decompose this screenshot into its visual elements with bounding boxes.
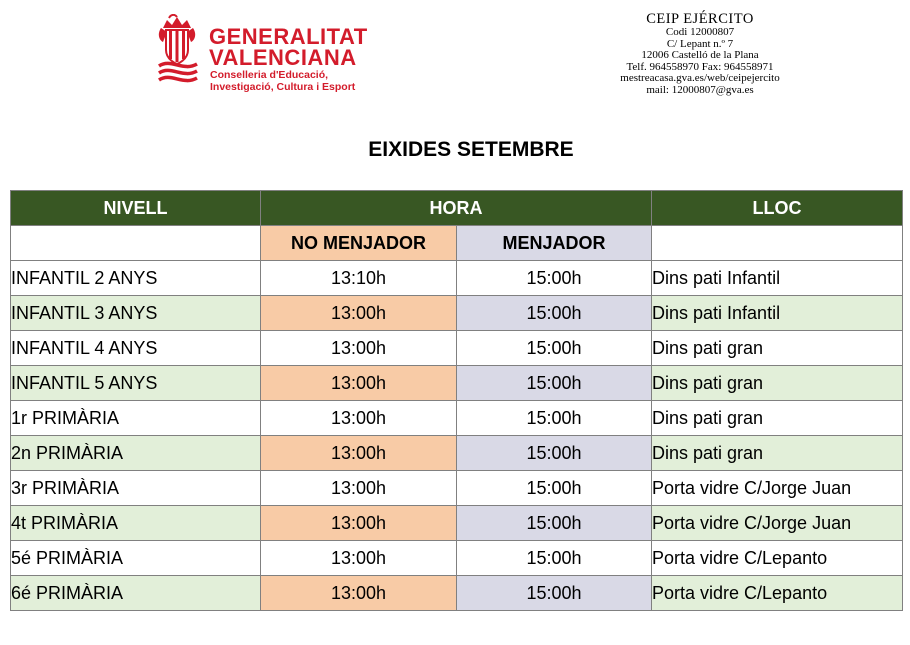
- school-info: [580, 11, 820, 96]
- cell-menjador: 15:00h: [457, 576, 652, 611]
- school-name: CEIP EJÉRCITO: [646, 11, 754, 27]
- cell-no-menjador: 13:00h: [261, 541, 457, 576]
- cell-place: Dins pati Infantil: [652, 296, 903, 331]
- table-header-row: [11, 191, 903, 226]
- cell-menjador: 15:00h: [457, 436, 652, 471]
- header-time: HORA: [261, 191, 652, 226]
- cell-place: Dins pati gran: [652, 331, 903, 366]
- cell-menjador: 15:00h: [457, 366, 652, 401]
- cell-level: INFANTIL 4 ANYS: [11, 331, 261, 366]
- table-row: [11, 261, 903, 296]
- subheader-menjador: MENJADOR: [457, 226, 652, 261]
- table-row: [11, 541, 903, 576]
- header-place: LLOC: [652, 191, 903, 226]
- cell-level: 6é PRIMÀRIA: [11, 576, 261, 611]
- cell-no-menjador: 13:00h: [261, 296, 457, 331]
- table-row: [11, 331, 903, 366]
- coat-of-arms-icon: [157, 14, 203, 84]
- page-title: EIXIDES SETEMBRE: [368, 138, 574, 161]
- table-row: [11, 296, 903, 331]
- cell-no-menjador: 13:00h: [261, 331, 457, 366]
- cell-no-menjador: 13:00h: [261, 436, 457, 471]
- logo-line-1: GENERALITAT: [209, 24, 368, 49]
- table-row: [11, 436, 903, 471]
- table-row: [11, 366, 903, 401]
- cell-place: Porta vidre C/Lepanto: [652, 576, 903, 611]
- cell-menjador: 15:00h: [457, 296, 652, 331]
- cell-no-menjador: 13:00h: [261, 471, 457, 506]
- logo-subtitle: [210, 69, 355, 93]
- school-street: C/ Lepant n.º 7: [666, 37, 734, 50]
- cell-menjador: 15:00h: [457, 471, 652, 506]
- cell-place: Porta vidre C/Jorge Juan: [652, 506, 903, 541]
- cell-level: INFANTIL 2 ANYS: [11, 261, 261, 296]
- cell-menjador: 15:00h: [457, 331, 652, 366]
- school-web: mestreacasa.gva.es/web/ceipejercito: [620, 72, 780, 84]
- cell-level: INFANTIL 3 ANYS: [11, 296, 261, 331]
- generalitat-logo: [157, 14, 417, 94]
- cell-no-menjador: 13:00h: [261, 576, 457, 611]
- school-city: 12006 Castelló de la Plana: [641, 49, 759, 61]
- cell-no-menjador: 13:10h: [261, 261, 457, 296]
- cell-place: Dins pati gran: [652, 366, 903, 401]
- cell-place: Porta vidre C/Jorge Juan: [652, 471, 903, 506]
- cell-menjador: 15:00h: [457, 401, 652, 436]
- subheader-blank-place: [652, 226, 903, 261]
- cell-no-menjador: 13:00h: [261, 506, 457, 541]
- cell-level: 4t PRIMÀRIA: [11, 506, 261, 541]
- school-mail: mail: 12000807@gva.es: [646, 83, 754, 96]
- cell-place: Dins pati Infantil: [652, 261, 903, 296]
- subheader-no-menjador: NO MENJADOR: [261, 226, 457, 261]
- table-row: [11, 471, 903, 506]
- cell-menjador: 15:00h: [457, 261, 652, 296]
- cell-level: 5é PRIMÀRIA: [11, 541, 261, 576]
- cell-place: Dins pati gran: [652, 401, 903, 436]
- cell-no-menjador: 13:00h: [261, 401, 457, 436]
- school-code: Codi 12000807: [665, 26, 735, 38]
- table-row: [11, 576, 903, 611]
- table-subheader-row: [11, 226, 903, 261]
- subheader-blank-level: [11, 226, 261, 261]
- school-phone: Telf. 964558970 Fax: 964558971: [626, 60, 774, 73]
- logo-subtitle-2: Investigació, Cultura i Esport: [210, 81, 356, 93]
- table-row: [11, 401, 903, 436]
- cell-menjador: 15:00h: [457, 541, 652, 576]
- cell-level: 1r PRIMÀRIA: [11, 401, 261, 436]
- logo-subtitle-1: Conselleria d'Educació,: [210, 69, 329, 81]
- cell-place: Porta vidre C/Lepanto: [652, 541, 903, 576]
- cell-level: 3r PRIMÀRIA: [11, 471, 261, 506]
- cell-level: 2n PRIMÀRIA: [11, 436, 261, 471]
- header-level: NIVELL: [11, 191, 261, 226]
- logo-title: [209, 26, 368, 68]
- schedule-table: [10, 190, 903, 611]
- logo-line-2: VALENCIANA: [209, 45, 357, 70]
- cell-no-menjador: 13:00h: [261, 366, 457, 401]
- table-row: [11, 506, 903, 541]
- cell-level: INFANTIL 5 ANYS: [11, 366, 261, 401]
- cell-place: Dins pati gran: [652, 436, 903, 471]
- cell-menjador: 15:00h: [457, 506, 652, 541]
